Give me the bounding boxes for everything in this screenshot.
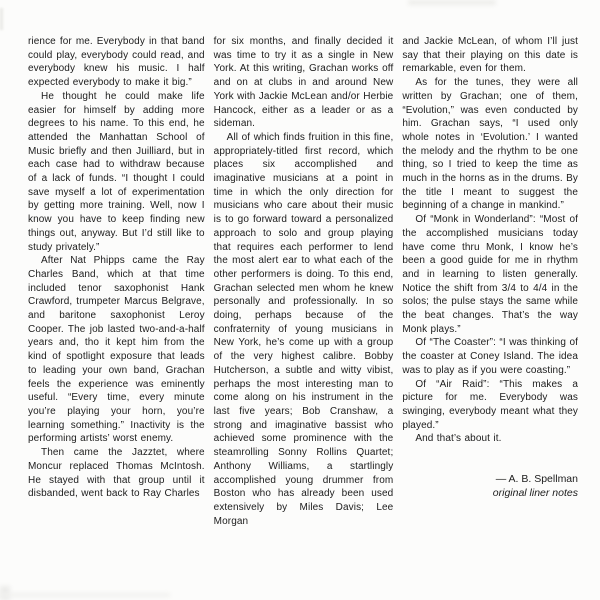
paragraph: As for the tunes, they were all written by Grachan; one of them, “Evolution,” was even conducted by him. Grachan says, “I used only whole notes in ‘Evolution.’ I wanted the melody and the rhythm to be one thing, so I tried to keep the time as much in the horns as in the drums. By the title I meant to suggest the beginning of a change in mankind.” [402,77,578,212]
signature-credit: original liner notes [492,487,578,500]
paragraph: rience for me. Everybody in that band could play, everybody could read, and everybody knew his music. I half expected everybody to make it big.” [28,36,205,89]
column-1 [28,35,205,528]
signature-name: — A. B. Spellman [495,473,578,486]
column-2 [214,35,394,528]
column-3 [402,35,578,528]
paragraph: Then came the Jazztet, where Moncur replaced Thomas McIntosh. He stayed with that group until it disbanded, went back to Ray Charles [28,447,205,500]
paragraph: All of which finds fruition in this fine, appropriately-titled first record, which places six accomplished and imaginative musicians at a point in time in which the only direction for musicians who care about their music is to go forward toward a personalized approach to solo and group playing that requires each performer to lend the most alert ear to what each of the other performers is doing. To this end, Grachan selected men whom he knew personally and professionally. In so doing, perhaps because of the confraternity of young musicians in New York, he’s come up with a group of the very highest calibre. Bobby Hutcherson, a subtle and witty vibist, perhaps the most interesting man to come along on his instrument in the last five years; Bob Cranshaw, a strong and imaginative bassist who achieved some prominence with the steamrolling Sonny Rollins Quartet; Anthony Williams, a startlingly accomplished young drummer from Boston who has already been used extensively by Miles Davis; Lee Morgan [213,131,394,527]
scan-artifact-left-edge [0,8,3,30]
paragraph: for six months, and finally decided it was time to try it as a single in New York. At this writing, Grachan works off and on at clubs in and around New York with Jackie McLean and/or Herbie Hancock, either as a leader or as a sideman. [213,36,394,130]
scan-artifact-bottom-streak [0,593,170,597]
paragraph: Of “Monk in Wonderland”: “Most of the accomplished musicians today have come thru Monk, I know he’s been a good guide for me in rhythm and in learning to listen generally. Notice the shift from 3/4 to 4/4 in the solos; the pulse stays the same while the beat changes. That’s the way Monk plays.” [402,214,578,335]
paragraph: After Nat Phipps came the Ray Charles Band, which at that time included tenor saxophonist Hank Crawford, trumpeter Marcus Belgrave, and baritone saxophonist Leroy Cooper. The job lasted two-and-a-half years and, tho it kept him from the kind of spotlight exposure that leads to leading your own band, Grachan feels the experience was eminently useful. “Every time, every minute you’re playing your horn, you’re learning something.” Inactivity is the performing artists’ worst enemy. [28,255,205,445]
text-columns [28,35,578,528]
signature-block [402,472,578,500]
paragraph: And that’s about it. [415,433,502,445]
paragraph: Of “Air Raid”: “This makes a picture for me. Everybody was swinging, everybody meant what they played.” [402,378,578,431]
paragraph: Of “The Coaster”: “I was thinking of the coaster at Coney Island. The idea was to play as if you were coasting.” [402,337,578,376]
scan-artifact-bottom-corner [0,586,10,600]
paragraph: He thought he could make life easier for himself by adding more degrees to his name. To this end, he attended the Manhattan School of Music briefly and then Juilliard, but in each case had to withdraw because of a lack of funds. “I thought I could save myself a lot of experimentation by getting more training. Well, now I know you have to keep finding new things out, anyway. But I’d still like to study privately.” [28,90,205,253]
scan-artifact-top [408,0,496,5]
paragraph: and Jackie McLean, of whom I’ll just say that their playing on this date is remarkable, even for them. [402,36,578,75]
